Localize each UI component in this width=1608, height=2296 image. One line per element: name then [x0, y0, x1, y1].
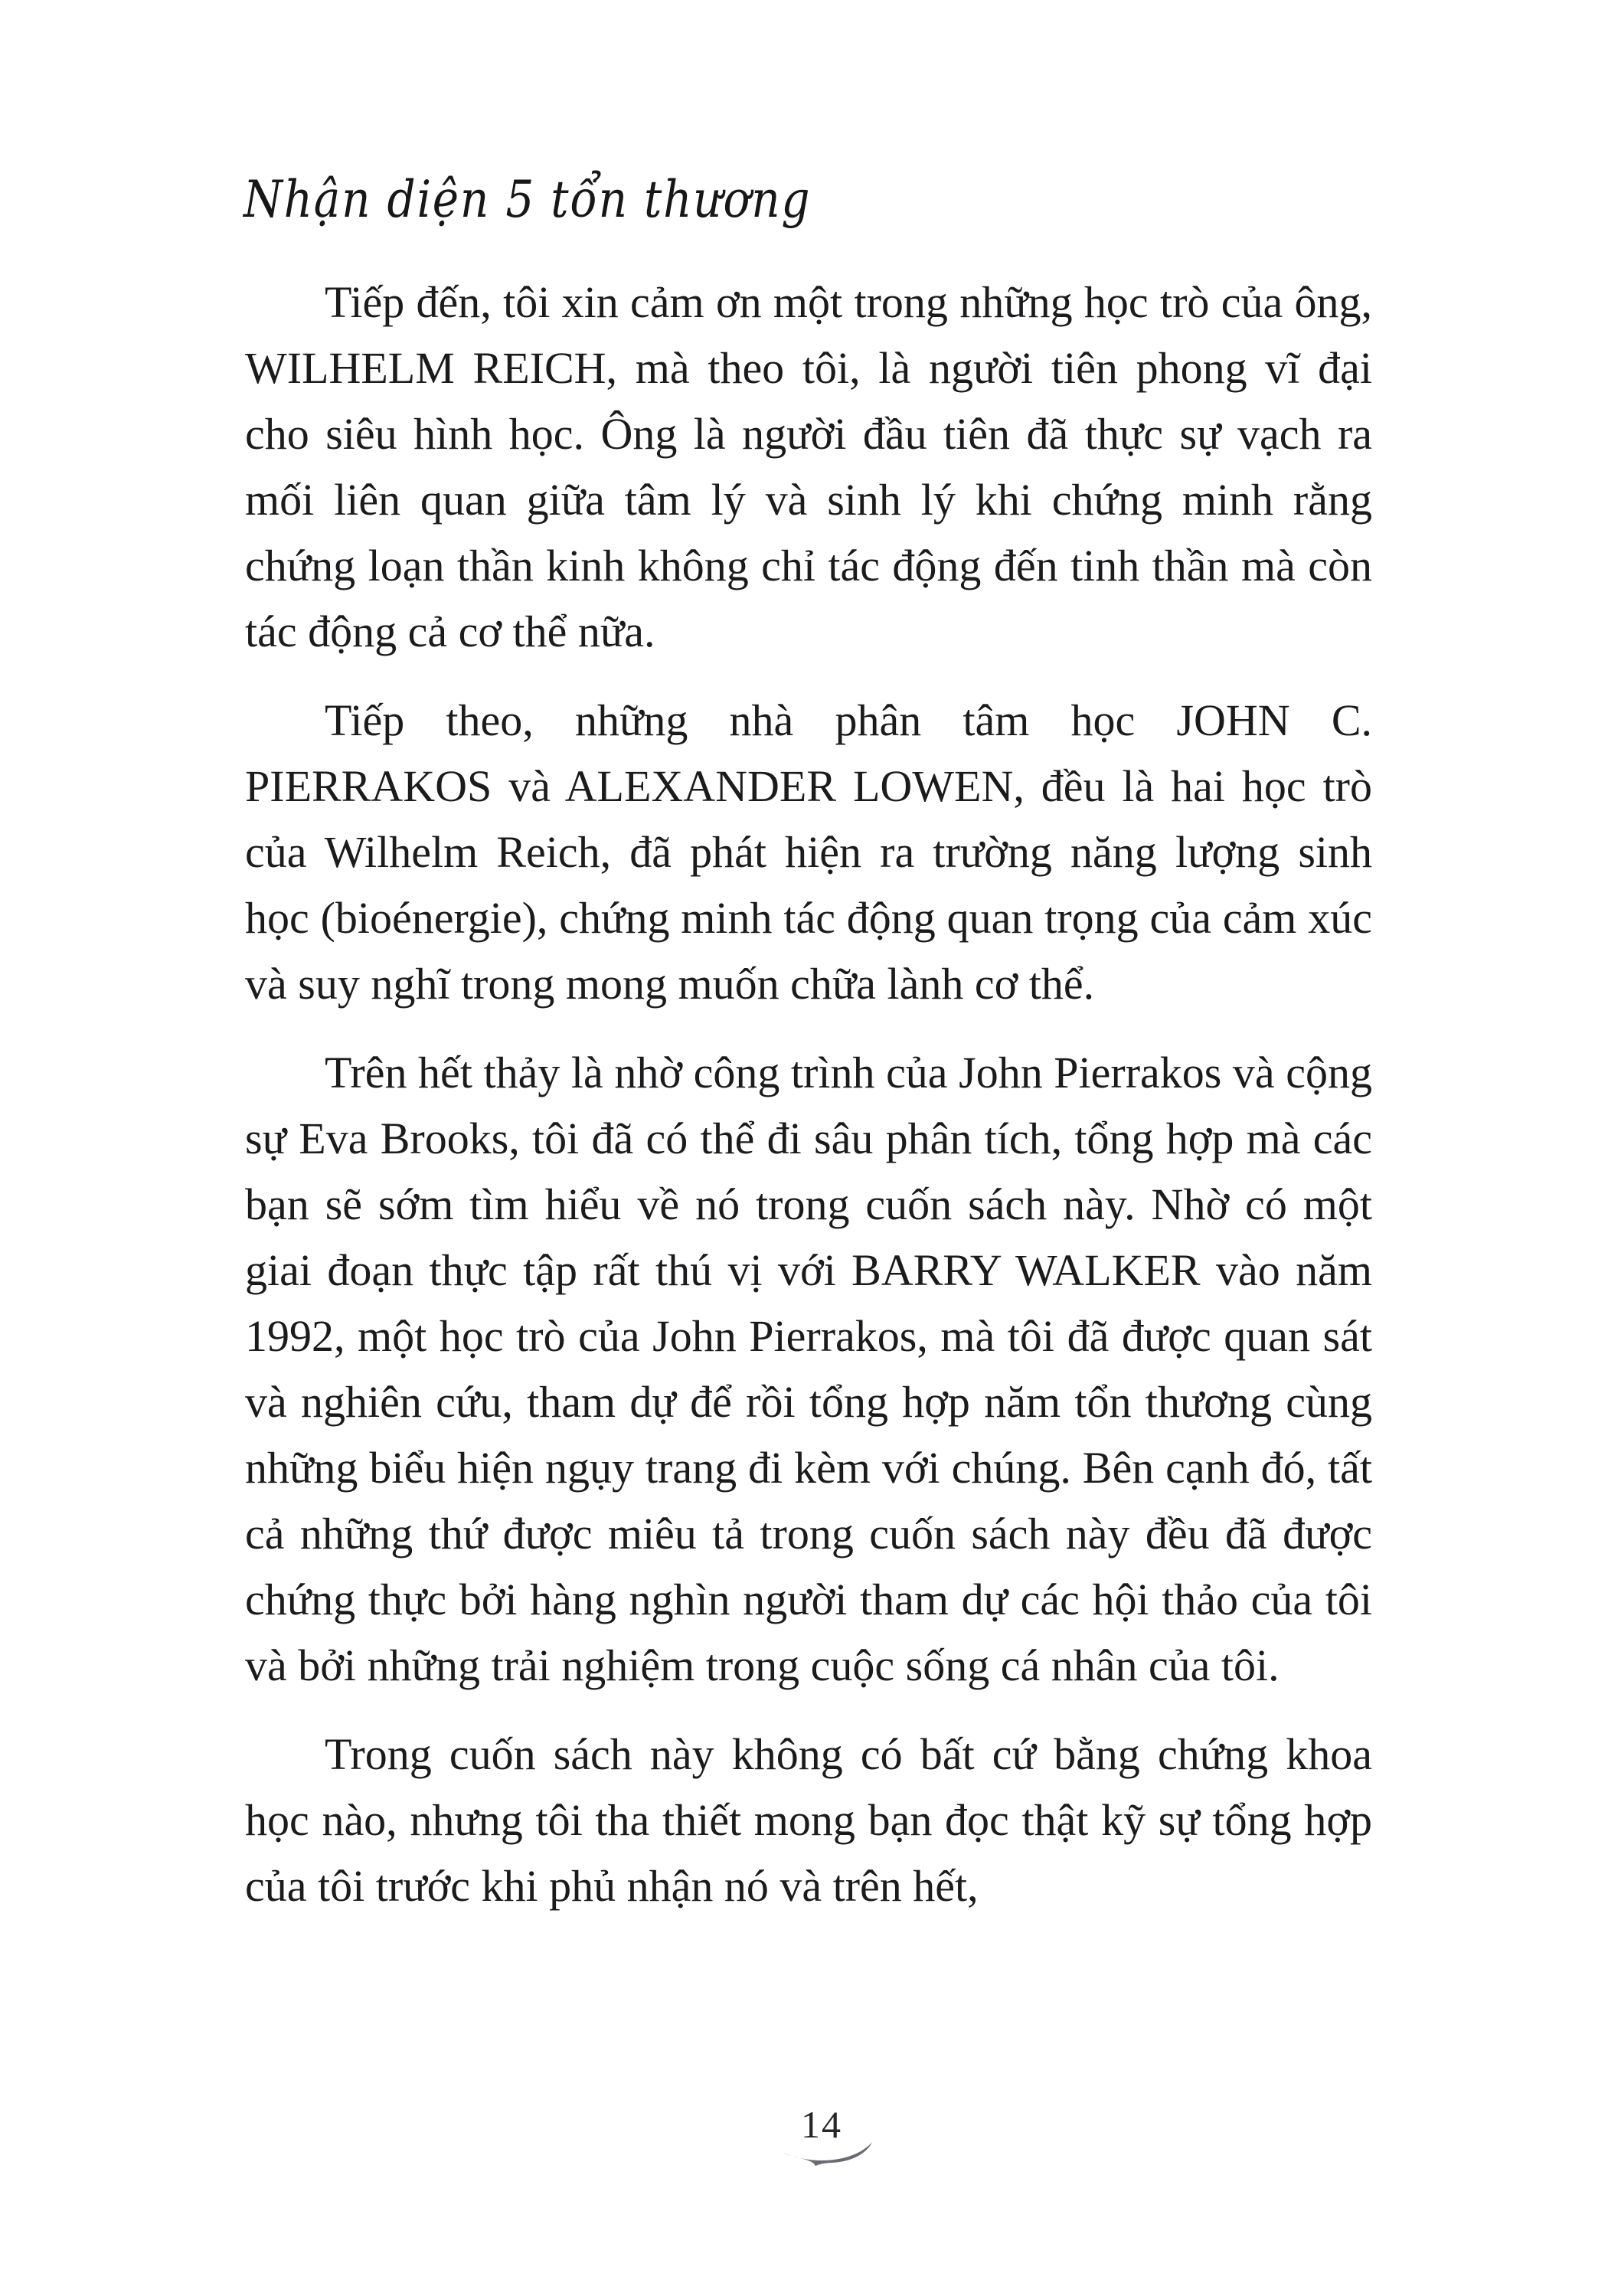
page-footer	[764, 2103, 879, 2171]
body-paragraph: Tiếp đến, tôi xin cảm ơn một trong những học trò của ông, WILHELM REICH, mà theo tôi, là người tiên phong vĩ đại cho siêu hình học. Ông là người đầu tiên đã thực sự vạch ra mối liên quan giữa tâm lý và sinh lý khi chứng minh rằng chứng loạn thần kinh không chỉ tác động đến tinh thần mà còn tác động cả cơ thể nữa.	[245, 277, 1372, 656]
body-paragraph: Tiếp theo, những nhà phân tâm học JOHN C. PIERRAKOS và ALEXANDER LOWEN, đều là hai học trò của Wilhelm Reich, đã phát hiện ra trường năng lượng sinh học (bioénergie), chứng minh tác động quan trọng của cảm xúc và suy nghĩ trong mong muốn chữa lành cơ thể.	[245, 695, 1372, 1009]
body-paragraph: Trong cuốn sách này không có bất cứ bằng chứng khoa học nào, nhưng tôi tha thiết mong bạn đọc thật kỹ sự tổng hợp của tôi trước khi phủ nhận nó và trên hết,	[245, 1729, 1372, 1911]
running-header: Nhận diện 5 tổn thương	[243, 170, 812, 229]
body-text	[245, 270, 1372, 1919]
body-paragraph: Trên hết thảy là nhờ công trình của John Pierrakos và cộng sự Eva Brooks, tôi đã có thể đi sâu phân tích, tổng hợp mà các bạn sẽ sớm tìm hiểu về nó trong cuốn sách này. Nhờ có một giai đoạn thực tập rất thú vị với BARRY WALKER vào năm 1992, một học trò của John Pierrakos, mà tôi đã được quan sát và nghiên cứu, tham dự để rồi tổng hợp năm tổn thương cùng những biểu hiện ngụy trang đi kèm với chúng. Bên cạnh đó, tất cả những thứ được miêu tả trong cuốn sách này đều đã được chứng thực bởi hàng nghìn người tham dự các hội thảo của tôi và bởi những trải nghiệm trong cuộc sống cá nhân của tôi.	[245, 1048, 1372, 1690]
flourish-swoosh-icon	[775, 2141, 879, 2171]
page-number: 14	[801, 2103, 842, 2146]
